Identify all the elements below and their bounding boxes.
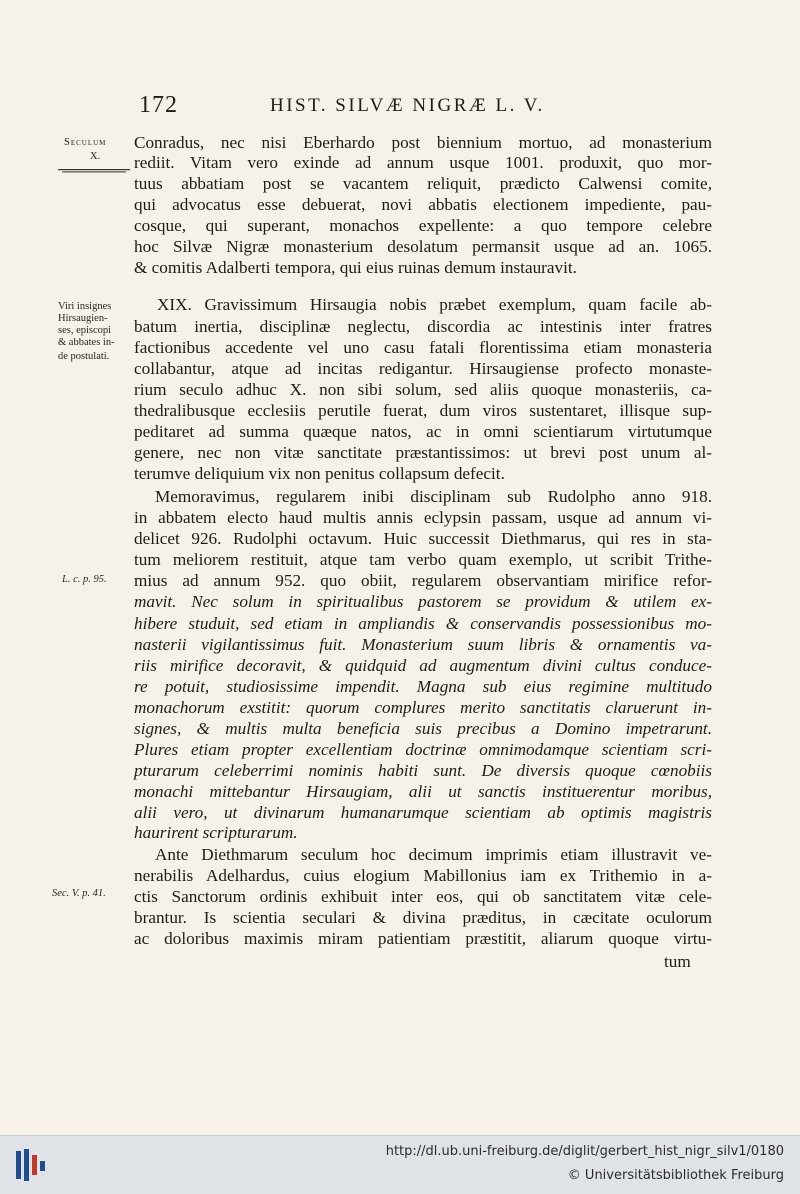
text-line: re potuit, studiosissime impendit. Magna sub eius regimine multitudo: [134, 677, 712, 696]
text-line: thedralibusque ecclesiis perutile fuerat, dum viros sustentaret, illisque sup-: [134, 401, 712, 420]
text-line: brantur. Is scientia seculari & divina præditus, in cæcitate oculorum: [134, 908, 712, 927]
text-line: alii vero, ut divinarum humanarumque scientiam ab optimis magistris: [134, 803, 712, 822]
text-line: genere, nec non vitæ sanctitate præstantissimos: ut brevi post unum al-: [134, 443, 712, 462]
text-line: hoc Silvæ Nigræ monasterium desolatum permansit usque ad an. 1065.: [134, 237, 712, 256]
margin-note-viri-5: de postulati.: [58, 351, 110, 362]
text-line: nasterii vigilantissimus fuit. Monasterium suum libris & ornamentis va-: [134, 635, 712, 654]
source-url-link[interactable]: http://dl.ub.uni-freiburg.de/diglit/gerbert_hist_nigr_silv1/0180: [385, 1144, 784, 1159]
margin-note-reference: Sec. V. p. 41.: [52, 888, 106, 899]
margin-note-reference: L. c. p. 95.: [62, 574, 107, 585]
library-logo-icon: [10, 1145, 50, 1185]
text-line: rediit. Vitam vero exinde ad annum usque 1001. produxit, quo mor-: [134, 153, 712, 172]
margin-note-seculum-number: X.: [90, 151, 101, 162]
text-line: qui advocatus esse debuerat, novi abbatis electionem impediente, pau-: [134, 195, 712, 214]
text-line: in abbatem electo haud multis annis eclypsin passam, usque ad annum vi-: [134, 508, 712, 527]
text-line: monachorum exstitit: quorum complures merito sanctitatis claruerunt in-: [134, 698, 712, 717]
text-line: ac doloribus maximis miram patientiam præstitit, aliarum quoque virtu-: [134, 929, 712, 948]
text-line: pturarum celeberrimi nominis habiti sunt. De diversis quoque cœnobiis: [134, 761, 712, 780]
text-line: collabantur, atque ad incitas redigantur. Hirsaugiense profecto monaste-: [134, 359, 712, 378]
text-line: XIX. Gravissimum Hirsaugia nobis præbet exemplum, quam facile ab-: [157, 295, 712, 314]
text-line: Conradus, nec nisi Eberhardo post biennium mortuo, ad monasterium: [134, 133, 712, 152]
text-line: peditaret ad summa quæque natos, ac in omni scientiarum virtutumque: [134, 422, 712, 441]
text-line: monachi mittebantur Hirsaugiam, alii ut sanctis instituerentur moribus,: [134, 782, 712, 801]
text-line: ctis Sanctorum ordinis exhibuit inter eos, qui ob sanctitatem vitæ cele-: [134, 887, 712, 906]
page-number: 172: [139, 92, 178, 118]
running-title: HIST. SILVÆ NIGRÆ L. V.: [270, 95, 545, 116]
text-line: batum inertia, disciplinæ neglectu, discordia ac intestinis inter fratres: [134, 317, 712, 336]
text-line: factionibus accedente vel uno casu fatali florentissima etiam monasteria: [134, 338, 712, 357]
text-line: Memoravimus, regularem inibi disciplinam sub Rudolpho anno 918.: [155, 487, 712, 506]
text-line: hibere studuit, sed etiam in ampliandis & conservandis possessionibus mo-: [134, 614, 712, 633]
ornament-rule: [58, 168, 130, 174]
viewer-footer: [0, 1135, 800, 1194]
margin-note-seculum: Seculum: [64, 137, 107, 148]
margin-note-viri-4: & abbates in-: [58, 337, 115, 348]
text-line: mius ad annum 952. quo obiit, regularem observantiam mirifice refor-: [134, 571, 712, 590]
text-line: Plures etiam propter excellentiam doctrinæ omnimodamque scientiam scri-: [134, 740, 712, 759]
margin-note-viri-3: ses, episcopi: [58, 325, 112, 336]
text-line: haurirent scripturarum.: [134, 823, 298, 842]
text-line: Ante Diethmarum seculum hoc decimum imprimis etiam illustravit ve-: [155, 845, 712, 864]
text-line: mavit. Nec solum in spiritualibus pastorem se providum & utilem ex-: [134, 592, 712, 611]
text-line: tuus abbatiam post se vacantem reliquit, prædicto Calwensi comite,: [134, 174, 712, 193]
text-line: rium seculo adhuc X. non sibi solum, sed aliis quoque monasteriis, ca-: [134, 380, 712, 399]
text-line: nerabilis Adelhardus, cuius elogium Mabillonius iam ex Trithemio in a-: [134, 866, 712, 885]
text-line: riis mirifice decoravit, & quidquid ad augmentum divini cultus conduce-: [134, 656, 712, 675]
text-line: signes, & multis multa beneficia suis precibus a Domino impetrarunt.: [134, 719, 712, 738]
catchword: tum: [664, 952, 691, 971]
margin-note-viri-2: Hirsaugien-: [58, 313, 108, 324]
copyright-text: © Universitätsbibliothek Freiburg: [567, 1168, 784, 1183]
margin-note-viri-1: Viri insignes: [58, 301, 112, 312]
text-line: tum meliorem restituit, atque tam verbo quam exemplo, ut scribit Trithe-: [134, 550, 712, 569]
text-line: terumve deliquium vix non penitus collapsum defecit.: [134, 464, 505, 483]
text-line: delicet 926. Rudolphi octavum. Huic successit Diethmarus, qui res in sta-: [134, 529, 712, 548]
text-line: cosque, qui superant, monachos expellente: a quo tempore celebre: [134, 216, 712, 235]
text-line: & comitis Adalberti tempora, qui eius ruinas demum instauravit.: [134, 258, 577, 277]
